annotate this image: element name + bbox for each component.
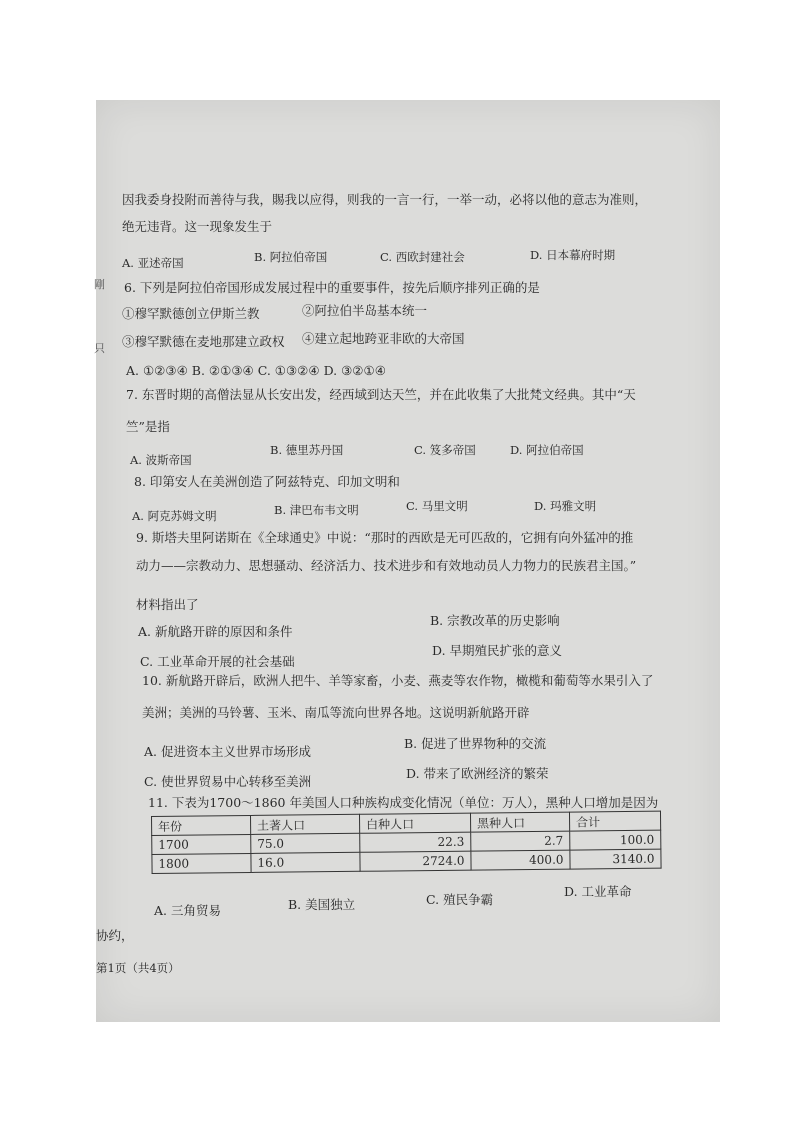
q6-event: ②阿拉伯半岛基本统一 <box>302 303 428 318</box>
margin-mark: 只 <box>94 342 105 355</box>
table-cell: 1800 <box>152 853 251 873</box>
q5-option-d: D. 日本幕府时期 <box>530 248 616 262</box>
table-row <box>152 849 661 873</box>
q11-option-c: C. 殖民争霸 <box>426 892 494 907</box>
q9-option-d: D. 早期殖民扩张的意义 <box>432 643 563 658</box>
q5-option-b: B. 阿拉伯帝国 <box>254 250 328 264</box>
q6-event: ①穆罕默德创立伊斯兰教 <box>122 306 260 321</box>
q6-event: ③穆罕默德在麦地那建立政权 <box>122 334 285 349</box>
q6-stem: 6. 下列是阿拉伯帝国形成发展过程中的重要事件，按先后顺序排列正确的是 <box>124 280 540 295</box>
table-cell: 100.0 <box>570 830 661 850</box>
table-header: 土著人口 <box>250 814 359 834</box>
q8-option-d: D. 玛雅文明 <box>534 499 597 513</box>
q11-option-b: B. 美国独立 <box>288 897 356 912</box>
q9-option-a: A. 新航路开辟的原因和条件 <box>138 624 293 639</box>
q10-option-d: D. 带来了欧洲经济的繁荣 <box>406 766 549 781</box>
population-table <box>151 811 662 874</box>
table-cell: 22.3 <box>360 832 471 852</box>
q10-option-c: C. 使世界贸易中心转移至美洲 <box>144 774 312 789</box>
q7-option-c: C. 笈多帝国 <box>414 443 476 457</box>
q8-option-a: A. 阿克苏姆文明 <box>132 509 217 523</box>
table-header: 年份 <box>152 815 251 835</box>
q11-stem: 11. 下表为1700～1860 年美国人口种族构成变化情况（单位：万人），黑种人口增加是因为 <box>148 795 659 810</box>
q8-option-b: B. 津巴布韦文明 <box>274 503 359 517</box>
q8-option-c: C. 马里文明 <box>406 499 468 513</box>
intro-line: 因我委身投附而善待与我，賜我以应得，则我的一言一行，一举一动，必将以他的意志为准则， <box>122 192 648 207</box>
q7-stem: 7. 东晋时期的高僧法显从长安出发，经西域到达天竺，并在此收集了大批梵文经典。其中“天 <box>126 387 636 402</box>
table-cell: 75.0 <box>251 833 360 853</box>
q11-option-d: D. 工业革命 <box>564 884 632 899</box>
q9-stem: 9. 斯塔夫里阿诺斯在《全球通史》中说：“那时的西欧是无可匹敌的，它拥有向外猛冲的推 <box>136 530 634 545</box>
margin-mark: 剛 <box>94 278 105 291</box>
q8-stem: 8. 印第安人在美洲创造了阿兹特克、印加文明和 <box>134 474 400 489</box>
q7-option-d: D. 阿拉伯帝国 <box>510 443 584 457</box>
q7-option-a: A. 波斯帝国 <box>130 453 192 467</box>
intro-line: 绝无违背。这一现象发生于 <box>122 219 273 234</box>
page-footer: 第1页（共4页） <box>96 961 180 975</box>
q10-option-a: A. 促进资本主义世界市场形成 <box>144 744 311 759</box>
q5-option-c: C. 西欧封建社会 <box>380 250 465 264</box>
exam-page <box>96 100 720 1022</box>
trailing-text: 协约， <box>96 928 134 943</box>
q7-option-b: B. 德里苏丹国 <box>270 443 344 457</box>
q11-option-a: A. 三角贸易 <box>154 903 221 918</box>
table-cell: 16.0 <box>251 852 360 872</box>
table-cell: 3140.0 <box>570 849 661 869</box>
q10-stem: 美洲；美洲的马铃薯、玉米、南瓜等流向世界各地。这说明新航路开辟 <box>142 705 530 720</box>
q6-event: ④建立起地跨亚非欧的大帝国 <box>302 331 465 346</box>
table-header: 合计 <box>569 811 660 831</box>
table-header: 黑种人口 <box>470 812 569 832</box>
q10-stem: 10. 新航路开辟后，欧洲人把牛、羊等家畜，小麦、燕麦等农作物，橄榄和葡萄等水果引入了 <box>142 673 654 688</box>
table-cell: 2724.0 <box>360 851 471 871</box>
q10-option-b: B. 促进了世界物种的交流 <box>404 736 547 751</box>
q9-stem: 动力——宗教动力、思想骚动、经济活力、技术进步和有效地动员人力物力的民族君主国。” <box>136 558 637 573</box>
table-cell: 1700 <box>152 834 251 854</box>
q9-stem: 材料指出了 <box>136 597 199 612</box>
q9-option-c: C. 工业革命开展的社会基础 <box>140 654 295 669</box>
table-cell: 2.7 <box>471 831 570 851</box>
q6-options: A. ①②③④ B. ②①③④ C. ①③②④ D. ③②①④ <box>126 363 386 378</box>
q9-option-b: B. 宗教改革的历史影响 <box>430 613 560 628</box>
table-header: 白种人口 <box>359 813 470 833</box>
table-cell: 400.0 <box>471 850 570 870</box>
q7-stem: 竺”是指 <box>126 419 170 434</box>
q5-option-a: A. 亚述帝国 <box>122 256 184 270</box>
